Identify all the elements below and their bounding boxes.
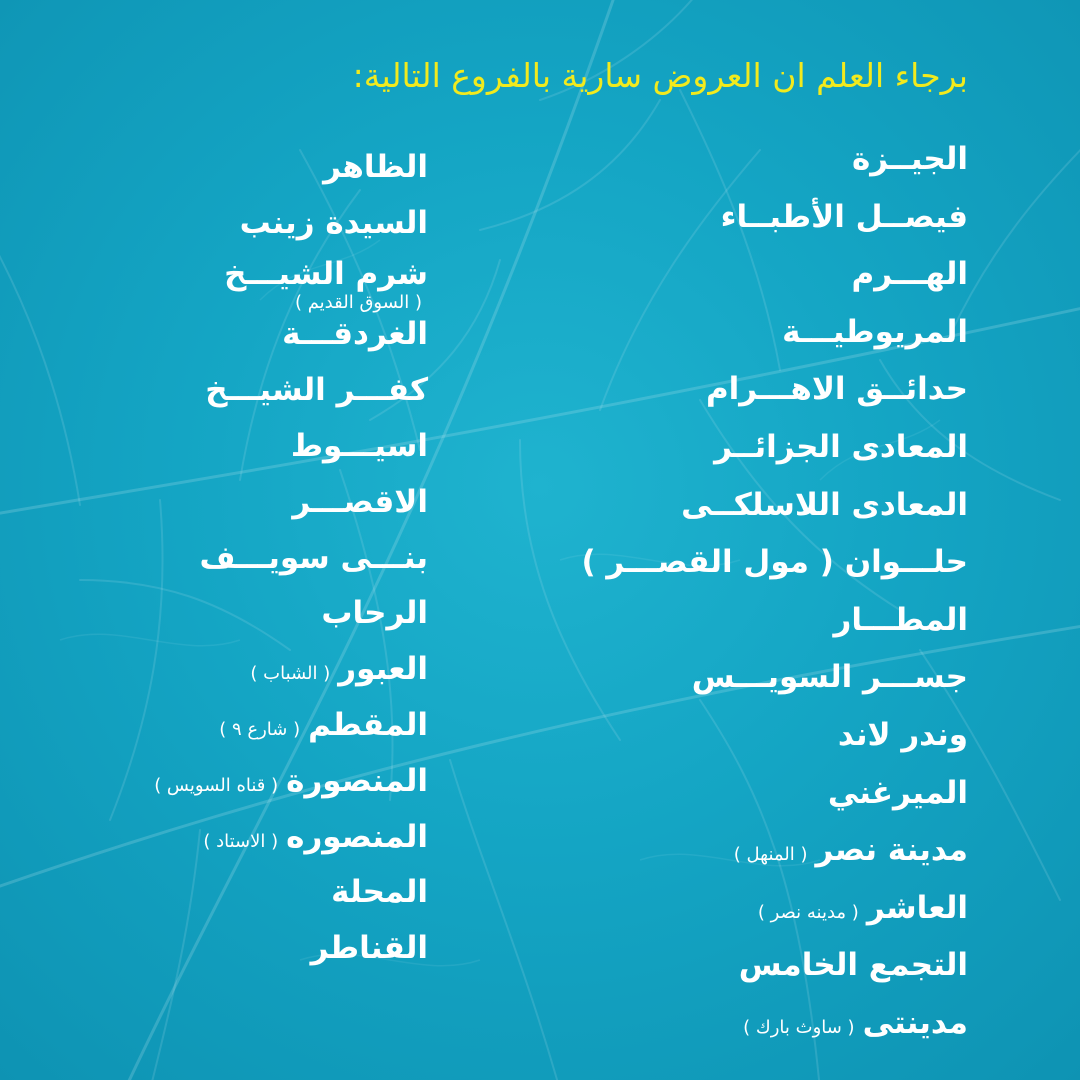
branch-name: التجمع الخامس [738,947,968,984]
branch-item [528,309,968,367]
branch-note: ( قناه السويس ) [154,774,279,796]
branch-item [8,702,428,758]
branch-note: ( المنهل ) [733,844,808,866]
branch-name: العاشر [866,889,968,926]
branch-name: كفـــر الشيـــخ [205,372,428,409]
branch-name: حدائــق الاهـــرام [705,371,968,408]
branch-name: الظاهر [323,149,428,185]
branch-item [8,646,428,702]
branch-item [8,311,428,367]
branch-item [8,535,428,591]
branch-item [528,424,968,482]
branch-name: فيصــل الأطبــاء [720,198,968,235]
branch-list-right [528,136,968,1058]
branch-name: اسيـــوط [290,427,428,464]
branch-name: الاقصـــر [292,483,428,520]
branch-name: الميرغني [827,774,968,811]
branch-name: المقطم [308,706,428,743]
branch-name: الجيــزة [851,141,968,177]
branch-item [528,251,968,309]
page-headline: برجاء العلم ان العروض سارية بالفروع التالية: [352,56,968,95]
branch-item [8,479,428,535]
branch-item [528,942,968,1000]
branch-item [528,366,968,424]
branch-item [528,770,968,828]
branch-name: وندر لاند [837,716,968,753]
branch-name: جســـر السويـــس [691,659,968,696]
branch-name: المعادى الجزائــر [714,428,968,465]
branch-item [8,869,428,925]
branch-item [528,712,968,770]
branch-note: ( ساوث بارك ) [743,1016,855,1038]
branch-item [528,827,968,885]
branch-item [528,482,968,540]
branch-item [528,194,968,252]
branch-name: مدينتى [862,1004,968,1041]
branch-name: المريوطيـــة [782,313,968,350]
branch-item [8,367,428,423]
branch-name: الغردقـــة [282,316,428,353]
branch-item [8,758,428,814]
branch-name: الهـــرم [851,256,968,293]
branch-name: العبور [338,651,428,688]
branch-item [8,814,428,870]
branch-note: ( شارع ٩ ) [219,718,301,740]
branch-name: المحلة [331,874,428,911]
branch-name: حلـــوان ( مول القصـــر ) [581,544,968,581]
branch-item [528,136,968,194]
branch-note: ( الاستاد ) [203,830,279,852]
branch-item [8,925,428,981]
branch-note: ( السوق القديم ) [294,291,422,313]
branch-name: الرحاب [321,595,428,632]
branch-item [528,1000,968,1058]
branch-name: مدينة نصر [815,832,968,869]
branch-item [8,144,428,200]
branch-item [8,590,428,646]
branch-list-left [8,144,428,981]
branch-item [8,423,428,479]
branch-item [528,654,968,712]
branch-item [528,885,968,943]
branch-item [528,539,968,597]
branch-item [8,256,428,312]
branch-name: القناطر [310,930,428,967]
branch-note: ( مدينه نصر ) [757,901,859,923]
branch-note: ( الشباب ) [250,663,331,685]
branch-name: السيدة زينب [239,204,428,241]
branch-name: المطـــار [833,601,968,638]
branch-item [528,597,968,655]
branch-name: المنصورة [286,762,428,799]
branch-item [8,200,428,256]
branch-name: المنصوره [286,818,428,855]
branch-name: المعادى اللاسلكــى [681,486,968,523]
branch-name: بنـــى سويـــف [199,539,428,576]
branch-name: شرم الشيـــخ [224,255,428,292]
